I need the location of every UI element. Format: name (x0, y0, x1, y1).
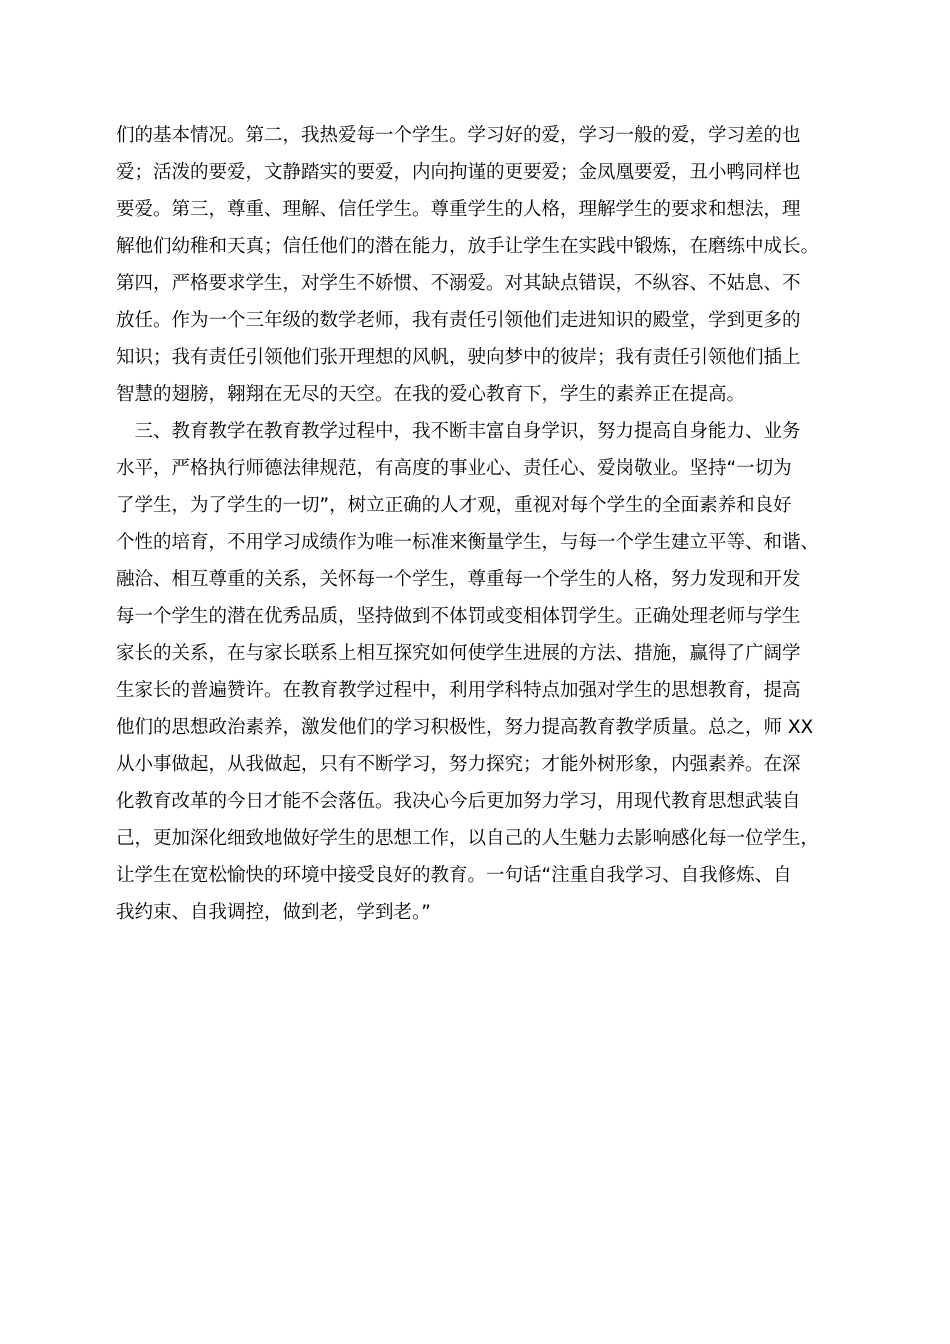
text-line: 融洽、相互尊重的关系，关怀每一个学生，尊重每一个学生的人格，努力发现和开发 (116, 569, 801, 590)
text-line: 智慧的翅膀，翱翔在无尽的天空。在我的爱心教育下，学生的素养正在提高。 (116, 384, 746, 405)
text-line: 让学生在宽松愉快的环境中接受良好的教育。一句话“注重自我学习、自我修炼、自 (116, 865, 792, 886)
text-line: 他们的思想政治素养，激发他们的学习积极性，努力提高教育教学质量。总之，师 XX (116, 717, 814, 738)
text-line: 放任。作为一个三年级的数学老师，我有责任引领他们走进知识的殿堂，学到更多的 (116, 310, 801, 331)
text-line: 家长的关系，在与家长联系上相互探究如何使学生进展的方法、措施，赢得了广阔学 (116, 643, 801, 664)
text-line: 爱；活泼的要爱，文静踏实的要爱，内向拘谨的更要爱；金凤凰要爱，丑小鸭同样也 (116, 162, 801, 183)
text-line: 从小事做起，从我做起，只有不断学习，努力探究；才能外树形象，内强素养。在深 (116, 754, 801, 775)
text-line: 生家长的普遍赞许。在教育教学过程中，利用学科特点加强对学生的思想教育，提高 (116, 680, 801, 701)
text-line: 己，更加深化细致地做好学生的思想工作，以自己的人生魅力去影响感化每一位学生， (116, 828, 820, 849)
text-line: 要爱。第三，尊重、理解、信任学生。尊重学生的人格，理解学生的要求和想法，理 (116, 199, 801, 220)
text-line: 们的基本情况。第二，我热爱每一个学生。学习好的爱，学习一般的爱，学习差的也 (116, 125, 801, 146)
text-line: 了学生，为了学生的一切”，树立正确的人才观，重视对每个学生的全面素养和良好 (116, 495, 792, 516)
text-line: 化教育改革的今日才能不会落伍。我决心今后更加努力学习，用现代教育思想武装自 (116, 791, 801, 812)
text-line: 三、教育教学在教育教学过程中，我不断丰富自身学识，努力提高自身能力、业务 (116, 421, 801, 442)
body-text (116, 117, 856, 931)
text-line: 个性的培育，不用学习成绩作为唯一标准来衡量学生，与每一个学生建立平等、和谐、 (116, 532, 820, 553)
text-line: 水平，严格执行师德法律规范，有高度的事业心、责任心、爱岗敬业。坚持“一切为 (116, 458, 792, 479)
text-line: 第四，严格要求学生，对学生不娇惯、不溺爱。对其缺点错误，不纵容、不姑息、不 (116, 273, 801, 294)
text-line: 解他们幼稚和天真；信任他们的潜在能力，放手让学生在实践中锻炼，在磨练中成长。 (116, 236, 820, 257)
text-line: 知识；我有责任引领他们张开理想的风帆，驶向梦中的彼岸；我有责任引领他们插上 (116, 347, 801, 368)
text-line: 每一个学生的潜在优秀品质，坚持做到不体罚或变相体罚学生。正确处理老师与学生 (116, 606, 801, 627)
text-line: 我约束、自我调控，做到老，学到老。” (116, 902, 431, 923)
